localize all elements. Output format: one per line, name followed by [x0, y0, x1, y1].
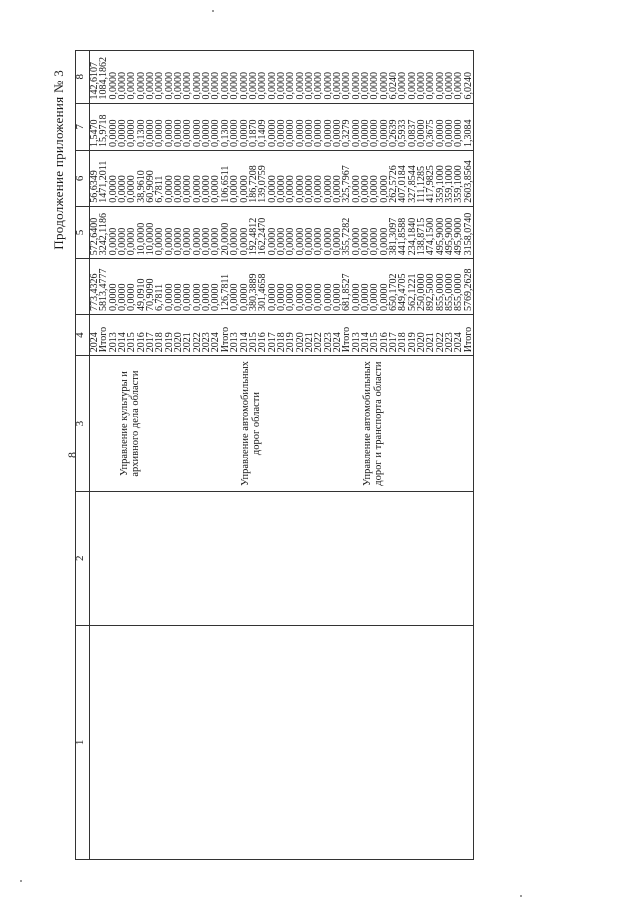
- value-cell: 0,0000: [285, 119, 297, 147]
- value-cell: 262,5726: [388, 165, 399, 203]
- department-block: [90, 359, 109, 488]
- value-cell: 495,9000: [444, 217, 456, 256]
- year-cell: 2018: [275, 332, 287, 353]
- value-cell: 0,0000: [257, 72, 269, 100]
- value-cell: 0,0000: [163, 175, 175, 203]
- scan-speck: [212, 10, 214, 12]
- value-cell: 0,0000: [173, 72, 185, 100]
- year-cell: 2023: [444, 332, 456, 353]
- value-cell: 10,0000: [145, 222, 157, 256]
- value-cell: 849,4705: [397, 273, 409, 311]
- value-cell: 0,0000: [350, 72, 362, 100]
- year-cell: 2015: [126, 332, 138, 353]
- value-cell: 60,9090: [145, 170, 157, 203]
- value-cell: 0,0000: [275, 227, 287, 256]
- value-cell: 0,0000: [416, 119, 428, 147]
- value-cell: 0,0000: [285, 227, 297, 256]
- rotated-sheet: [51, 50, 625, 860]
- value-cell: 0,2639: [388, 119, 399, 147]
- value-cell: 0,0000: [331, 283, 343, 311]
- value-cell: 56,6349: [89, 170, 100, 203]
- value-cell: 138,8715: [416, 217, 428, 256]
- value-cell: 0,0000: [210, 283, 222, 311]
- value-cell: 0,0000: [434, 72, 446, 100]
- value-cell: 0,0000: [359, 283, 371, 311]
- value-cell: 0,0000: [107, 227, 119, 256]
- value-cell: 0,0000: [359, 119, 371, 147]
- value-cell: 0,0000: [378, 175, 390, 203]
- col-header: 3: [76, 356, 90, 492]
- year-cell: 2021: [425, 332, 437, 353]
- value-cell: 0,0000: [275, 283, 287, 311]
- value-cell: 0,5933: [397, 119, 409, 147]
- value-cell: 0,0000: [107, 175, 119, 203]
- value-cell: 892,5000: [425, 273, 437, 311]
- value-cell: 0,0000: [313, 72, 325, 100]
- value-cell: 0,0000: [266, 283, 278, 311]
- value-cell: 6,7811: [154, 175, 166, 203]
- year-cell: Итого: [219, 326, 231, 353]
- value-cell: 0,0000: [182, 119, 194, 147]
- value-cell: 0,0000: [126, 283, 138, 311]
- value-cell: 0,0000: [229, 175, 241, 203]
- value-cell: 0,0000: [303, 175, 315, 203]
- value-cell: 0,0000: [238, 227, 250, 256]
- value-cell: 0,0000: [173, 227, 185, 256]
- value-cell: 6,0240: [388, 72, 399, 100]
- value-cell: 0,0000: [210, 72, 222, 100]
- value-cell: 380,3889: [247, 273, 259, 311]
- value-cell: 0,0000: [350, 227, 362, 256]
- year-cell: 2017: [266, 332, 278, 353]
- value-cell: 0,0000: [359, 227, 371, 256]
- budget-table: [75, 50, 474, 860]
- year-cell: 2013: [229, 332, 241, 353]
- total-column: [90, 259, 474, 315]
- value-cell: 0,3279: [341, 119, 353, 147]
- value-cell: 0,0000: [369, 283, 381, 311]
- value-cell: 572,6400: [89, 217, 100, 256]
- value-cell: 0,0000: [107, 72, 119, 100]
- value-column-5: [90, 206, 474, 258]
- value-cell: 1,3084: [462, 119, 474, 147]
- col-header-blank: [76, 259, 90, 315]
- value-cell: 0,0000: [191, 283, 203, 311]
- value-cell: 0,0000: [201, 72, 213, 100]
- value-cell: 0,0000: [313, 283, 325, 311]
- value-cell: 855,0000: [444, 273, 456, 311]
- value-cell: 0,0000: [425, 72, 437, 100]
- value-cell: 359,1000: [444, 165, 456, 203]
- value-cell: 38,9610: [135, 170, 147, 203]
- value-cell: 0,0000: [191, 72, 203, 100]
- value-cell: 1084,1862: [98, 57, 110, 100]
- year-cell: 2024: [453, 332, 465, 353]
- value-cell: 15,9718: [98, 114, 110, 147]
- value-cell: 0,0000: [369, 175, 381, 203]
- value-cell: 0,0000: [173, 175, 185, 203]
- col-header: 4: [76, 314, 90, 355]
- value-cell: 855,0000: [434, 273, 446, 311]
- value-cell: 0,0000: [191, 119, 203, 147]
- value-cell: 0,0000: [238, 72, 250, 100]
- value-cell: 325,7967: [341, 165, 353, 203]
- value-cell: 359,1000: [434, 165, 446, 203]
- year-cell: 2016: [378, 332, 390, 353]
- value-cell: 301,4658: [257, 273, 269, 311]
- value-cell: 0,0000: [378, 283, 390, 311]
- value-cell: 0,0000: [163, 283, 175, 311]
- value-column-8: [90, 51, 474, 104]
- value-cell: 0,0000: [117, 227, 129, 256]
- year-cell: 2014: [359, 332, 371, 353]
- department-block: [230, 359, 352, 488]
- year-cell: 2017: [388, 332, 399, 353]
- value-cell: 0,0000: [331, 227, 343, 256]
- value-cell: 0,0000: [266, 227, 278, 256]
- value-cell: 0,0000: [266, 72, 278, 100]
- col-header: 7: [76, 103, 90, 150]
- value-cell: 3158,0740: [462, 212, 474, 256]
- value-cell: 0,0000: [219, 72, 231, 100]
- value-cell: 0,0000: [154, 227, 166, 256]
- value-cell: 1471,2011: [98, 160, 110, 203]
- value-cell: 0,0837: [406, 119, 418, 147]
- year-cell: 2020: [416, 332, 428, 353]
- year-cell: 2024: [89, 332, 100, 353]
- value-cell: 0,1409: [257, 119, 269, 147]
- value-cell: 0,0000: [303, 283, 315, 311]
- value-cell: 0,0000: [229, 283, 241, 311]
- value-cell: 186,7208: [247, 165, 259, 203]
- value-cell: 0,0000: [163, 72, 175, 100]
- value-cell: 10,0000: [135, 222, 147, 256]
- value-cell: 417,9825: [425, 165, 437, 203]
- value-cell: 162,2470: [257, 217, 269, 256]
- value-cell: 0,1300: [219, 119, 231, 147]
- value-cell: 0,0000: [210, 227, 222, 256]
- value-cell: 0,0000: [303, 119, 315, 147]
- value-cell: 0,3675: [425, 119, 437, 147]
- department-name: Управление культуры и архивного дела области: [118, 370, 141, 477]
- value-cell: 0,0000: [238, 283, 250, 311]
- year-cell: 2015: [369, 332, 381, 353]
- value-cell: 0,0000: [201, 119, 213, 147]
- value-cell: 0,0000: [238, 119, 250, 147]
- value-cell: 126,7811: [219, 273, 231, 311]
- value-cell: 0,0000: [266, 175, 278, 203]
- value-cell: 0,0000: [266, 119, 278, 147]
- year-cell: 2015: [247, 332, 259, 353]
- value-cell: 0,0000: [173, 119, 185, 147]
- value-cell: 495,9000: [434, 217, 446, 256]
- page-number: 8: [65, 452, 79, 458]
- value-cell: 0,0000: [201, 227, 213, 256]
- value-cell: 0,0000: [201, 175, 213, 203]
- value-cell: 0,0000: [322, 227, 334, 256]
- value-cell: 0,0000: [117, 175, 129, 203]
- value-cell: 0,0000: [275, 175, 287, 203]
- department-column: [90, 356, 474, 492]
- value-cell: 474,1500: [425, 217, 437, 256]
- value-cell: 855,0000: [453, 273, 465, 311]
- year-cell: 2021: [182, 332, 194, 353]
- value-cell: 0,0000: [350, 119, 362, 147]
- value-cell: 6,7811: [154, 283, 166, 311]
- value-cell: 70,9090: [145, 278, 157, 311]
- year-cell: Итого: [341, 326, 353, 353]
- value-cell: 0,0000: [154, 119, 166, 147]
- col1-cell: [90, 625, 474, 859]
- value-cell: 0,0000: [182, 283, 194, 311]
- value-cell: 0,0000: [210, 119, 222, 147]
- value-cell: 681,8527: [341, 273, 353, 311]
- value-cell: 0,0000: [341, 72, 353, 100]
- value-cell: 0,0000: [294, 72, 306, 100]
- value-cell: 0,0000: [163, 119, 175, 147]
- value-cell: 0,0000: [322, 283, 334, 311]
- value-cell: 0,0000: [294, 175, 306, 203]
- year-column: [90, 314, 474, 355]
- year-cell: 2014: [238, 332, 250, 353]
- value-cell: 49,0910: [135, 278, 147, 311]
- col-header: 2: [76, 491, 90, 625]
- value-cell: 0,0000: [294, 119, 306, 147]
- header-row: [76, 51, 90, 860]
- value-cell: 0,0000: [359, 72, 371, 100]
- year-cell: 2018: [397, 332, 409, 353]
- value-cell: 0,0000: [210, 175, 222, 203]
- value-cell: 0,1300: [135, 119, 147, 147]
- value-cell: 0,0000: [322, 72, 334, 100]
- year-cell: 2024: [331, 332, 343, 353]
- year-cell: 2014: [117, 332, 129, 353]
- year-cell: 2023: [201, 332, 213, 353]
- value-cell: 0,0000: [322, 119, 334, 147]
- value-cell: 142,6107: [89, 62, 100, 100]
- value-cell: 0,0000: [163, 227, 175, 256]
- value-cell: 0,0000: [117, 283, 129, 311]
- value-cell: 0,0000: [444, 119, 456, 147]
- value-cell: 234,1840: [406, 217, 418, 256]
- scan-speck: [20, 880, 22, 882]
- table-body-row: [90, 51, 474, 860]
- value-cell: 327,8544: [406, 165, 418, 203]
- value-cell: 0,0000: [145, 119, 157, 147]
- col-header: 6: [76, 150, 90, 206]
- value-cell: 381,3097: [388, 217, 399, 256]
- year-cell: 2022: [434, 332, 446, 353]
- value-cell: 20,0000: [219, 222, 231, 256]
- col2-cell: [90, 491, 474, 625]
- value-cell: 355,7282: [341, 217, 353, 256]
- value-cell: 0,0000: [126, 72, 138, 100]
- department-name: Управление автомобильных дорог и транспорта области: [361, 361, 384, 487]
- year-cell: 2020: [173, 332, 185, 353]
- value-cell: 495,9000: [453, 217, 465, 256]
- department-block: [109, 359, 231, 488]
- value-cell: 0,0000: [191, 227, 203, 256]
- value-cell: 562,1221: [406, 273, 418, 311]
- col-header: 8: [76, 51, 90, 104]
- value-cell: 650,1702: [388, 273, 399, 311]
- year-cell: 2019: [285, 332, 297, 353]
- year-cell: 2013: [350, 332, 362, 353]
- value-cell: 0,0000: [117, 119, 129, 147]
- value-cell: 0,0000: [331, 72, 343, 100]
- department-name: Управление автомобильных дорог области: [240, 361, 263, 487]
- value-cell: 0,0000: [453, 119, 465, 147]
- value-cell: 0,0000: [378, 227, 390, 256]
- value-cell: 0,0000: [275, 119, 287, 147]
- value-cell: 5769,2628: [462, 268, 474, 311]
- value-cell: 0,0000: [182, 72, 194, 100]
- value-cell: 0,0000: [416, 72, 428, 100]
- value-cell: 0,1870: [247, 119, 259, 147]
- year-cell: 2019: [406, 332, 418, 353]
- value-cell: 2603,8564: [462, 160, 474, 203]
- value-cell: 0,0000: [182, 227, 194, 256]
- value-cell: 0,0000: [182, 175, 194, 203]
- value-cell: 0,0000: [126, 119, 138, 147]
- value-cell: 0,0000: [350, 283, 362, 311]
- year-cell: 2018: [154, 332, 166, 353]
- value-cell: 0,0000: [294, 283, 306, 311]
- value-cell: 0,0000: [369, 72, 381, 100]
- value-cell: 0,0000: [275, 72, 287, 100]
- value-cell: 0,0000: [444, 72, 456, 100]
- value-cell: 0,0000: [331, 175, 343, 203]
- value-cell: 0,0000: [201, 283, 213, 311]
- value-cell: 0,0000: [191, 175, 203, 203]
- year-cell: 2019: [163, 332, 175, 353]
- value-cell: 0,0000: [238, 175, 250, 203]
- value-cell: 0,0000: [135, 72, 147, 100]
- value-cell: 0,0000: [313, 119, 325, 147]
- value-cell: 0,0000: [313, 227, 325, 256]
- value-cell: 192,4812: [247, 217, 259, 256]
- year-cell: 2013: [107, 332, 119, 353]
- year-cell: 2022: [313, 332, 325, 353]
- year-cell: 2022: [191, 332, 203, 353]
- value-cell: 3242,1186: [98, 213, 110, 256]
- value-cell: 0,0000: [229, 227, 241, 256]
- value-cell: 0,0000: [378, 119, 390, 147]
- value-cell: 0,0000: [145, 72, 157, 100]
- value-cell: 111,1285: [416, 166, 428, 203]
- value-cell: 441,8588: [397, 217, 409, 256]
- value-cell: 0,0000: [350, 175, 362, 203]
- value-cell: 0,0000: [397, 72, 409, 100]
- value-cell: 6,0240: [462, 72, 474, 100]
- col-header: 1: [76, 625, 90, 859]
- value-column-7: [90, 103, 474, 150]
- value-cell: 0,0000: [229, 119, 241, 147]
- value-cell: 0,0000: [229, 72, 241, 100]
- year-cell: 2016: [135, 332, 147, 353]
- value-cell: 0,0000: [294, 227, 306, 256]
- value-cell: 139,0759: [257, 165, 269, 203]
- value-cell: 0,0000: [369, 119, 381, 147]
- value-cell: 407,0184: [397, 165, 409, 203]
- year-cell: 2024: [210, 332, 222, 353]
- value-cell: 0,0000: [126, 175, 138, 203]
- value-cell: 0,0000: [154, 72, 166, 100]
- value-cell: 0,0000: [303, 227, 315, 256]
- department-block: [352, 359, 474, 488]
- value-cell: 0,0000: [331, 119, 343, 147]
- year-cell: 2020: [294, 332, 306, 353]
- year-cell: 2023: [322, 332, 334, 353]
- value-cell: 0,0000: [322, 175, 334, 203]
- value-cell: 0,0000: [313, 175, 325, 203]
- value-cell: 0,0000: [285, 283, 297, 311]
- value-cell: 0,0000: [359, 175, 371, 203]
- value-cell: 0,0000: [126, 227, 138, 256]
- value-cell: 0,0000: [107, 283, 119, 311]
- year-cell: 2017: [145, 332, 157, 353]
- value-cell: 0,0000: [453, 72, 465, 100]
- value-cell: 5813,4777: [98, 268, 110, 311]
- year-cell: 2016: [257, 332, 269, 353]
- col-header: 5: [76, 206, 90, 258]
- value-cell: 0,0000: [247, 72, 259, 100]
- value-cell: 1,5470: [89, 119, 100, 147]
- value-cell: 0,0000: [107, 119, 119, 147]
- value-cell: 250,0000: [416, 273, 428, 311]
- scan-speck: [520, 895, 522, 897]
- value-cell: 106,6511: [219, 165, 231, 203]
- value-cell: 0,0000: [285, 72, 297, 100]
- value-cell: 773,4326: [89, 273, 100, 311]
- value-cell: 0,0000: [173, 283, 185, 311]
- continuation-title: Продолжение приложения № 3: [51, 70, 66, 250]
- value-cell: 0,0000: [406, 72, 418, 100]
- year-cell: Итого: [462, 326, 474, 353]
- value-cell: 0,0000: [285, 175, 297, 203]
- value-cell: 0,0000: [434, 119, 446, 147]
- value-cell: 359,1000: [453, 165, 465, 203]
- value-column-6: [90, 150, 474, 206]
- value-cell: 0,0000: [369, 227, 381, 256]
- value-cell: 0,0000: [117, 72, 129, 100]
- year-cell: 2021: [303, 332, 315, 353]
- value-cell: 0,0000: [378, 72, 390, 100]
- year-cell: Итого: [98, 326, 110, 353]
- value-cell: 0,0000: [303, 72, 315, 100]
